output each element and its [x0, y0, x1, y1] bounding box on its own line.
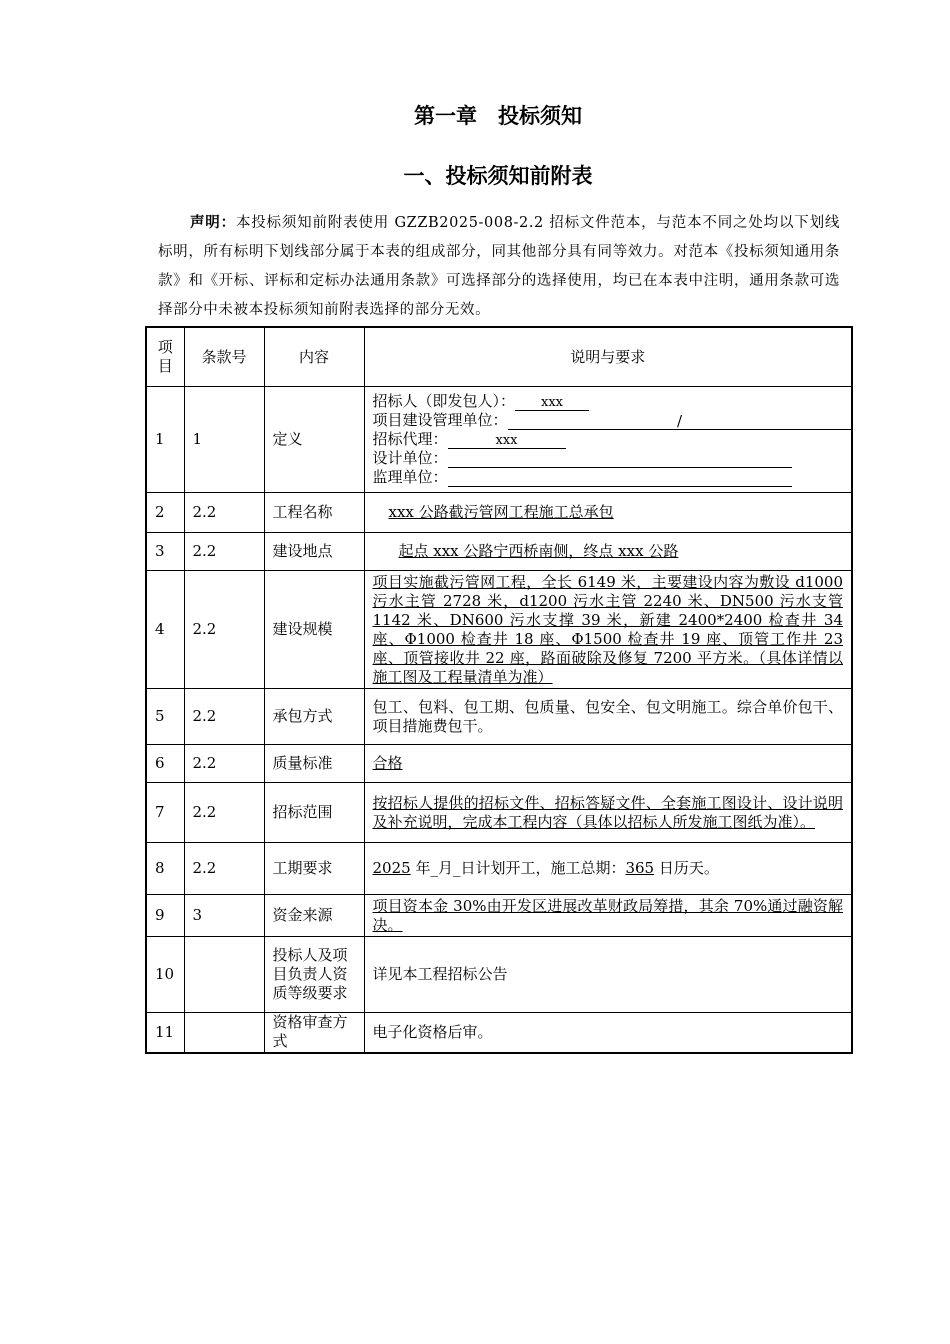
- header-item: 项目: [146, 327, 184, 387]
- row-clause: 3: [184, 895, 264, 937]
- row-number: 4: [146, 571, 184, 689]
- description-text: 项目资本金 30%由开发区进展改革财政局筹措，其余 70%通过融资解决。: [372, 896, 843, 934]
- row-content: 工期要求: [264, 843, 364, 895]
- row-description: [364, 533, 852, 571]
- row-content: 工程名称: [264, 493, 364, 533]
- row-content: 投标人及项目负责人资质等级要求: [264, 937, 364, 1013]
- description-text: 起点 xxx 公路宁西桥南侧，终点 xxx 公路: [398, 542, 679, 560]
- row-clause: 2.2: [184, 783, 264, 843]
- field-value: [448, 469, 792, 487]
- row-clause: 2.2: [184, 493, 264, 533]
- row-description: 电子化资格后审。: [364, 1013, 852, 1053]
- row-clause: [184, 937, 264, 1013]
- table-row: [146, 937, 852, 1013]
- field-label: 项目建设管理单位：: [372, 411, 508, 429]
- field-label: 招标人（即发包人）：: [372, 392, 516, 410]
- field-agent: [373, 430, 844, 449]
- field-tenderer: [373, 392, 844, 411]
- declaration-label: 声明：: [190, 214, 236, 231]
- row-description: [364, 493, 852, 533]
- row-clause: 2.2: [184, 745, 264, 783]
- table-row: [146, 783, 852, 843]
- field-value: xxx: [448, 431, 566, 449]
- description-text: xxx 公路截污管网工程施工总承包: [388, 503, 614, 521]
- row-description: [364, 571, 852, 689]
- row-number: 11: [146, 1013, 184, 1053]
- table-row: [146, 895, 852, 937]
- field-supervisor: [373, 468, 844, 487]
- field-value: xxx: [515, 393, 589, 411]
- field-label: 设计单位：: [372, 449, 448, 467]
- description-text: 按招标人提供的招标文件、招标答疑文件、全套施工图设计、设计说明及补充说明，完成本工程内容（具体以招标人所发施工图纸为准）。: [372, 793, 843, 831]
- row-clause: 2.2: [184, 689, 264, 745]
- field-value: /: [508, 412, 852, 430]
- row-clause: 2.2: [184, 571, 264, 689]
- declaration-text: 本投标须知前附表使用 GZZB2025-008-2.2 招标文件范本，与范本不同之处均以下划线标明，所有标明下划线部分属于本表的组成部分，同其他部分具有同等效力。对范本《投标须知通用条款》和《开标、评标和定标办法通用条款》可选择部分的选择使用，均已在本表中注明，通用条款可选择部分中未被本投标须知前附表选择的部分无效。: [158, 215, 840, 318]
- table-row: [146, 571, 852, 689]
- description-text: 合格: [372, 754, 403, 772]
- schedule-text: 年_月_日计划开工，施工总期：: [410, 859, 626, 877]
- duration-days: 365: [625, 859, 655, 877]
- row-number: 5: [146, 689, 184, 745]
- row-content: 定义: [264, 387, 364, 493]
- row-content: 质量标准: [264, 745, 364, 783]
- header-description: 说明与要求: [364, 327, 852, 387]
- row-number: 10: [146, 937, 184, 1013]
- row-number: 7: [146, 783, 184, 843]
- header-clause: 条款号: [184, 327, 264, 387]
- description-text: 项目实施截污管网工程，全长 6149 米，主要建设内容为敷设 d1000 污水主管 2728 米，d1200 污水主管 2240 米、DN500 污水支管 1142 米、DN600 污水支撑 39 米，新建 2400*2400 检查井 34 座、Φ1000 检查井 18 座、Φ1500 检查井 19 座、顶管工作井 23 座、顶管接收井 22 座，路面破除及修复 7200 平方米。（具体详情以施工图及工程量清单为准）: [372, 572, 843, 686]
- row-content: 招标范围: [264, 783, 364, 843]
- row-clause: 1: [184, 387, 264, 493]
- row-number: 6: [146, 745, 184, 783]
- row-description: 包工、包料、包工期、包质量、包安全、包文明施工。综合单价包干、项目措施费包干。: [364, 689, 852, 745]
- field-label: 招标代理：: [372, 430, 448, 448]
- section-title: 一、投标须知前附表: [403, 164, 593, 188]
- chapter-title: 第一章 投标须知: [414, 104, 582, 128]
- row-number: 1: [146, 387, 184, 493]
- row-description: [364, 895, 852, 937]
- row-description: [364, 745, 852, 783]
- row-description: [364, 783, 852, 843]
- row-number: 8: [146, 843, 184, 895]
- header-content: 内容: [264, 327, 364, 387]
- table-row: [146, 843, 852, 895]
- row-description: [364, 387, 852, 493]
- bidding-notice-table: [145, 326, 853, 1054]
- row-number: 3: [146, 533, 184, 571]
- row-clause: 2.2: [184, 533, 264, 571]
- row-content: 资格审查方式: [264, 1013, 364, 1053]
- row-description: 详见本工程招标公告: [364, 937, 852, 1013]
- table-row: [146, 533, 852, 571]
- row-description: [364, 843, 852, 895]
- table-row: [146, 1013, 852, 1053]
- row-number: 9: [146, 895, 184, 937]
- field-value: [448, 450, 792, 468]
- row-content: 建设规模: [264, 571, 364, 689]
- schedule-unit: 日历天。: [654, 859, 719, 877]
- field-label: 监理单位：: [372, 468, 448, 486]
- row-number: 2: [146, 493, 184, 533]
- table-row: [146, 689, 852, 745]
- field-designer: [373, 449, 844, 468]
- start-year: 2025: [372, 859, 411, 877]
- row-content: 建设地点: [264, 533, 364, 571]
- table-row: [146, 745, 852, 783]
- row-clause: [184, 1013, 264, 1053]
- row-content: 承包方式: [264, 689, 364, 745]
- table-header-row: [146, 327, 852, 387]
- declaration: [158, 208, 840, 325]
- table-row: [146, 387, 852, 493]
- row-clause: 2.2: [184, 843, 264, 895]
- row-content: 资金来源: [264, 895, 364, 937]
- table-row: [146, 493, 852, 533]
- field-management-unit: [373, 411, 844, 430]
